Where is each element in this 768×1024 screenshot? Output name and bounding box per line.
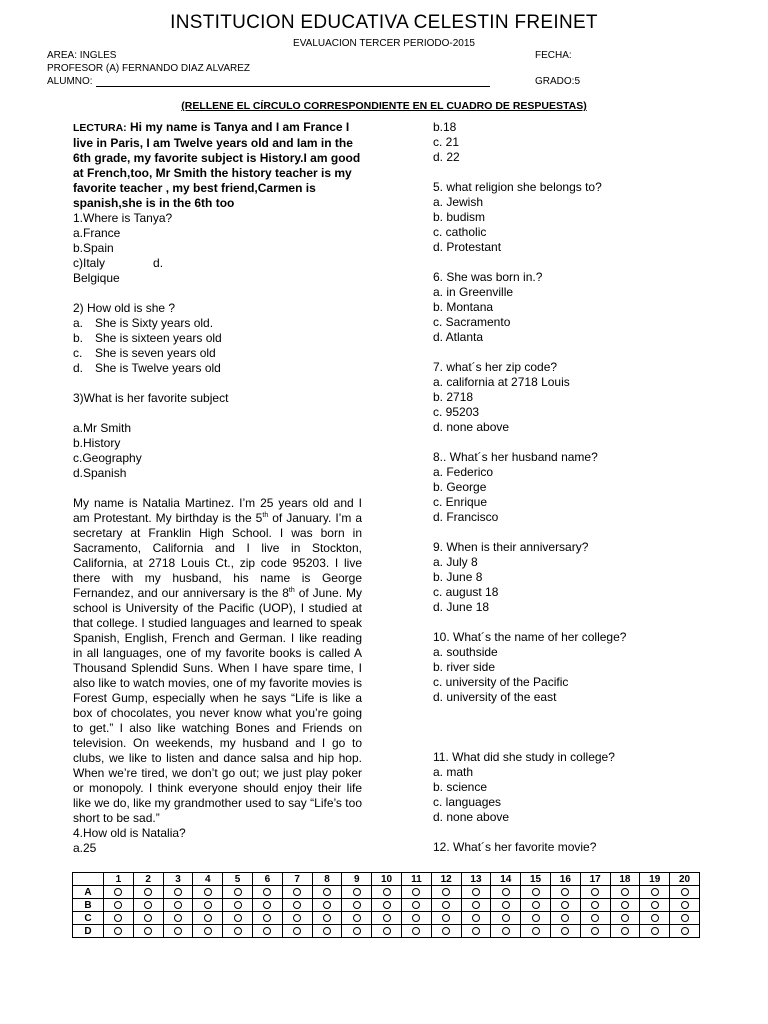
answer-cell-1-B[interactable] <box>104 899 134 912</box>
q3-option-a: a.Mr Smith <box>73 421 132 435</box>
reading-label: LECTURA: <box>73 122 127 134</box>
answer-bubble[interactable] <box>234 914 242 922</box>
answer-bubble[interactable] <box>591 901 599 909</box>
answer-bubble[interactable] <box>144 901 152 909</box>
answer-cell-6-C[interactable] <box>252 912 282 925</box>
answer-bubble[interactable] <box>234 901 242 909</box>
answer-bubble[interactable] <box>383 888 391 896</box>
answer-cell-10-D[interactable] <box>372 925 402 938</box>
answer-bubble[interactable] <box>174 888 182 896</box>
answer-bubble[interactable] <box>442 914 450 922</box>
q3-option-d: d.Spanish <box>73 466 127 480</box>
q4-question: 4.How old is Natalia? <box>73 826 186 840</box>
answer-bubble[interactable] <box>442 927 450 935</box>
answer-bubble[interactable] <box>681 888 689 896</box>
q9-option-b: b. June 8 <box>433 570 483 584</box>
answer-grid-col-9: 9 <box>342 873 372 886</box>
answer-bubble[interactable] <box>234 927 242 935</box>
answer-cell-12-C[interactable] <box>431 912 461 925</box>
q3-option-c: c.Geography <box>73 451 142 465</box>
answer-bubble[interactable] <box>114 914 122 922</box>
answer-cell-2-C[interactable] <box>133 912 163 925</box>
answer-cell-20-A[interactable] <box>670 886 700 899</box>
answer-bubble[interactable] <box>204 901 212 909</box>
answer-cell-13-A[interactable] <box>461 886 491 899</box>
q9-option-d: d. June 18 <box>433 600 490 614</box>
answer-cell-9-B[interactable] <box>342 899 372 912</box>
answer-cell-8-D[interactable] <box>312 925 342 938</box>
answer-grid-row-A <box>73 886 700 899</box>
answer-grid-row-B <box>73 899 700 912</box>
answer-bubble[interactable] <box>472 927 480 935</box>
answer-cell-3-A[interactable] <box>163 886 193 899</box>
answer-bubble[interactable] <box>502 927 510 935</box>
answer-bubble[interactable] <box>323 888 331 896</box>
answer-bubble[interactable] <box>472 901 480 909</box>
answer-bubble[interactable] <box>234 888 242 896</box>
answer-bubble[interactable] <box>323 914 331 922</box>
answer-bubble[interactable] <box>263 901 271 909</box>
answer-bubble[interactable] <box>293 914 301 922</box>
answer-bubble[interactable] <box>114 888 122 896</box>
q4-option-a: a.25 <box>73 841 97 855</box>
answer-bubble[interactable] <box>532 927 540 935</box>
right-column <box>433 120 733 855</box>
answer-bubble[interactable] <box>621 914 629 922</box>
answer-bubble[interactable] <box>472 888 480 896</box>
answer-cell-17-C[interactable] <box>580 912 610 925</box>
answer-grid-row-label: C <box>73 912 104 925</box>
answer-bubble[interactable] <box>472 914 480 922</box>
answer-cell-1-C[interactable] <box>104 912 134 925</box>
answer-cell-10-A[interactable] <box>372 886 402 899</box>
q7-option-a: a. california at 2718 Louis <box>433 375 570 389</box>
answer-cell-5-B[interactable] <box>223 899 253 912</box>
answer-bubble[interactable] <box>204 927 212 935</box>
q4-option-c: c. 21 <box>433 135 460 149</box>
q1-option-a: a.France <box>73 226 121 240</box>
q6-option-b: b. Montana <box>433 300 494 314</box>
answer-cell-17-B[interactable] <box>580 899 610 912</box>
answer-grid-header <box>73 873 700 886</box>
q7-question: 7. what´s her zip code? <box>433 360 558 374</box>
q5-option-b: b. budism <box>433 210 486 224</box>
answer-cell-2-A[interactable] <box>133 886 163 899</box>
answer-cell-7-A[interactable] <box>282 886 312 899</box>
answer-cell-4-C[interactable] <box>193 912 223 925</box>
q2-option-d: d. She is Twelve years old <box>73 361 221 375</box>
answer-bubble[interactable] <box>174 927 182 935</box>
answer-bubble[interactable] <box>412 901 420 909</box>
answer-cell-3-D[interactable] <box>163 925 193 938</box>
q5-option-d: d. Protestant <box>433 240 502 254</box>
q10-option-a: a. southside <box>433 645 498 659</box>
answer-cell-17-D[interactable] <box>580 925 610 938</box>
answer-grid-col-8: 8 <box>312 873 342 886</box>
answer-cell-8-A[interactable] <box>312 886 342 899</box>
answer-grid-col-12: 12 <box>431 873 461 886</box>
q7-option-c: c. 95203 <box>433 405 480 419</box>
alumno-name-line[interactable] <box>96 86 490 87</box>
q8-option-c: c. Enrique <box>433 495 488 509</box>
answer-bubble[interactable] <box>263 888 271 896</box>
answer-bubble[interactable] <box>502 914 510 922</box>
answer-cell-5-D[interactable] <box>223 925 253 938</box>
q10-option-c: c. university of the Pacific <box>433 675 569 689</box>
answer-bubble[interactable] <box>532 888 540 896</box>
answer-cell-16-D[interactable] <box>550 925 580 938</box>
answer-cell-8-B[interactable] <box>312 899 342 912</box>
answer-bubble[interactable] <box>561 927 569 935</box>
answer-cell-1-D[interactable] <box>104 925 134 938</box>
q6-option-c: c. Sacramento <box>433 315 511 329</box>
answer-cell-11-C[interactable] <box>401 912 431 925</box>
answer-bubble[interactable] <box>144 927 152 935</box>
answer-bubble[interactable] <box>293 888 301 896</box>
answer-bubble[interactable] <box>323 901 331 909</box>
answer-bubble[interactable] <box>383 901 391 909</box>
answer-grid-col-2: 2 <box>133 873 163 886</box>
answer-grid-col-5: 5 <box>223 873 253 886</box>
answer-cell-15-B[interactable] <box>521 899 551 912</box>
answer-grid-corner <box>73 873 104 886</box>
answer-bubble[interactable] <box>204 914 212 922</box>
answer-grid <box>72 872 700 938</box>
answer-bubble[interactable] <box>263 914 271 922</box>
answer-bubble[interactable] <box>353 888 361 896</box>
q1-option-c: c)Italy d. <box>73 256 164 270</box>
answer-grid-col-19: 19 <box>640 873 670 886</box>
answer-bubble[interactable] <box>561 914 569 922</box>
answer-cell-14-C[interactable] <box>491 912 521 925</box>
answer-cell-3-B[interactable] <box>163 899 193 912</box>
q2-question: 2) How old is she ? <box>73 301 176 315</box>
answer-cell-14-D[interactable] <box>491 925 521 938</box>
answer-bubble[interactable] <box>442 901 450 909</box>
answer-cell-12-A[interactable] <box>431 886 461 899</box>
answer-bubble[interactable] <box>114 901 122 909</box>
answer-cell-6-D[interactable] <box>252 925 282 938</box>
answer-grid-col-11: 11 <box>401 873 431 886</box>
answer-grid-col-1: 1 <box>104 873 134 886</box>
q6-option-a: a. in Greenville <box>433 285 514 299</box>
answer-bubble[interactable] <box>621 888 629 896</box>
q8-option-a: a. Federico <box>433 465 494 479</box>
answer-cell-9-C[interactable] <box>342 912 372 925</box>
answer-bubble[interactable] <box>412 888 420 896</box>
answer-bubble[interactable] <box>293 927 301 935</box>
answer-bubble[interactable] <box>502 888 510 896</box>
answer-bubble[interactable] <box>651 888 659 896</box>
answer-cell-14-A[interactable] <box>491 886 521 899</box>
answer-grid-col-13: 13 <box>461 873 491 886</box>
q9-option-c: c. august 18 <box>433 585 499 599</box>
answer-cell-13-C[interactable] <box>461 912 491 925</box>
answer-cell-11-D[interactable] <box>401 925 431 938</box>
answer-cell-19-C[interactable] <box>640 912 670 925</box>
answer-bubble[interactable] <box>174 901 182 909</box>
profesor-label: PROFESOR (A) FERNANDO DIAZ ALVAREZ <box>47 63 250 74</box>
answer-cell-6-B[interactable] <box>252 899 282 912</box>
q5-question: 5. what religion she belongs to? <box>433 180 602 194</box>
instructions: (RELLENE EL CÍRCULO CORRESPONDIENTE EN EL CUADRO DE RESPUESTAS) <box>181 100 587 112</box>
answer-cell-8-C[interactable] <box>312 912 342 925</box>
answer-bubble[interactable] <box>591 927 599 935</box>
q3-question: 3)What is her favorite subject <box>73 391 229 405</box>
answer-bubble[interactable] <box>353 901 361 909</box>
answer-bubble[interactable] <box>621 901 629 909</box>
answer-bubble[interactable] <box>114 927 122 935</box>
q7-option-d: d. none above <box>433 420 510 434</box>
answer-cell-7-B[interactable] <box>282 899 312 912</box>
answer-bubble[interactable] <box>561 901 569 909</box>
answer-cell-3-C[interactable] <box>163 912 193 925</box>
answer-cell-1-A[interactable] <box>104 886 134 899</box>
q2-option-c: c. She is seven years old <box>73 346 216 360</box>
answer-bubble[interactable] <box>681 927 689 935</box>
reading-1 <box>73 120 362 211</box>
answer-cell-20-B[interactable] <box>670 899 700 912</box>
q11-option-d: d. none above <box>433 810 510 824</box>
answer-cell-4-A[interactable] <box>193 886 223 899</box>
q1-option-b: b.Spain <box>73 241 114 255</box>
reading-2: My name is Natalia Martinez. I’m 25 years old and I am Protestant. My birthday is the 5th of January. I’m a secretary at Franklin High School. I was born in Sacramento, California and I live in Stockton, California, at 2718 Louis Ct., zip code 95203. I live there with my husband, his name is George Fernandez, and our anniversary is the 8th of June. My school is University of the Pacific (UOP), I studied at that college. I studied languages and learned to speak Spanish, English, French and German. I like reading in all languages, one of my favorite books is called A Thousand Splendid Suns. When I have spare time, I also like to watch movies, one of my favorite movies is Forest Gump, especially when he says “Life is like a box of chocolates, you never know what you’re going to get.” I also like watching Bones and Friends on television. On weekends, my husband and I go to clubs, we like to listen and dance salsa and hip hop. When we’re tired, we don’t go out; we just play poker or monopoly. I think everyone should enjoy their life like we do, like my grandmother used to say “Life’s too short to be sad.” <box>73 496 362 825</box>
q1-option-d: Belgique <box>73 271 120 285</box>
answer-grid-row-label: B <box>73 899 104 912</box>
answer-bubble[interactable] <box>681 914 689 922</box>
answer-grid-col-18: 18 <box>610 873 640 886</box>
q2-option-a: a. She is Sixty years old. <box>73 316 214 330</box>
q11-option-a: a. math <box>433 765 474 779</box>
answer-cell-19-A[interactable] <box>640 886 670 899</box>
document-subtitle: EVALUACION TERCER PERIODO-2015 <box>293 38 475 49</box>
answer-cell-4-D[interactable] <box>193 925 223 938</box>
answer-grid-col-17: 17 <box>580 873 610 886</box>
answer-grid-row-label: A <box>73 886 104 899</box>
q10-option-b: b. river side <box>433 660 496 674</box>
answer-cell-20-C[interactable] <box>670 912 700 925</box>
answer-bubble[interactable] <box>383 927 391 935</box>
q2-option-b: b. She is sixteen years old <box>73 331 222 345</box>
answer-bubble[interactable] <box>651 914 659 922</box>
answer-cell-16-C[interactable] <box>550 912 580 925</box>
answer-cell-14-B[interactable] <box>491 899 521 912</box>
answer-bubble[interactable] <box>591 914 599 922</box>
answer-grid-col-20: 20 <box>670 873 700 886</box>
answer-bubble[interactable] <box>323 927 331 935</box>
answer-grid-col-15: 15 <box>521 873 551 886</box>
answer-cell-12-D[interactable] <box>431 925 461 938</box>
answer-cell-6-A[interactable] <box>252 886 282 899</box>
answer-grid-row-label: D <box>73 925 104 938</box>
reading-1-text: Hi my name is Tanya and I am France I live in Paris, I am Twelve years old and Iam in the 6th grade, my favorite subject is History.I am good at French,too, Mr Smith the history teacher is my favorite teacher , my best friend,Carmen is spanish,she is in the 6th too <box>73 120 361 210</box>
answer-bubble[interactable] <box>561 888 569 896</box>
answer-grid-row-C <box>73 912 700 925</box>
q4-option-d: d. 22 <box>433 150 460 164</box>
answer-cell-10-C[interactable] <box>372 912 402 925</box>
document-title: INSTITUCION EDUCATIVA CELESTIN FREINET <box>170 12 598 33</box>
answer-cell-18-C[interactable] <box>610 912 640 925</box>
answer-cell-17-A[interactable] <box>580 886 610 899</box>
answer-cell-15-C[interactable] <box>521 912 551 925</box>
left-column <box>73 120 362 856</box>
grado-label: GRADO:5 <box>535 76 581 87</box>
answer-cell-19-B[interactable] <box>640 899 670 912</box>
q8-question: 8.. What´s her husband name? <box>433 450 598 464</box>
answer-bubble[interactable] <box>204 888 212 896</box>
answer-cell-18-A[interactable] <box>610 886 640 899</box>
answer-cell-5-A[interactable] <box>223 886 253 899</box>
q10-option-d: d. university of the east <box>433 690 557 704</box>
q8-option-d: d. Francisco <box>433 510 499 524</box>
answer-grid-col-10: 10 <box>372 873 402 886</box>
q11-question: 11. What did she study in college? <box>433 750 615 764</box>
q9-option-a: a. July 8 <box>433 555 478 569</box>
answer-cell-18-B[interactable] <box>610 899 640 912</box>
q9-question: 9. When is their anniversary? <box>433 540 589 554</box>
answer-bubble[interactable] <box>383 914 391 922</box>
answer-bubble[interactable] <box>591 888 599 896</box>
answer-cell-9-A[interactable] <box>342 886 372 899</box>
answer-bubble[interactable] <box>651 901 659 909</box>
answer-bubble[interactable] <box>681 901 689 909</box>
q4-option-b: b.18 <box>433 120 457 134</box>
q5-option-a: a. Jewish <box>433 195 484 209</box>
answer-bubble[interactable] <box>442 888 450 896</box>
q6-option-d: d. Atlanta <box>433 330 484 344</box>
answer-cell-19-D[interactable] <box>640 925 670 938</box>
answer-grid-col-4: 4 <box>193 873 223 886</box>
answer-cell-7-D[interactable] <box>282 925 312 938</box>
answer-cell-7-C[interactable] <box>282 912 312 925</box>
answer-grid-row-D <box>73 925 700 938</box>
answer-bubble[interactable] <box>144 888 152 896</box>
answer-cell-16-B[interactable] <box>550 899 580 912</box>
area-label: AREA: INGLES <box>47 50 117 61</box>
answer-bubble[interactable] <box>263 927 271 935</box>
answer-bubble[interactable] <box>412 914 420 922</box>
answer-bubble[interactable] <box>353 914 361 922</box>
answer-bubble[interactable] <box>293 901 301 909</box>
q12-question: 12. What´s her favorite movie? <box>433 840 597 854</box>
q10-question: 10. What´s the name of her college? <box>433 630 627 644</box>
answer-bubble[interactable] <box>532 901 540 909</box>
answer-cell-11-A[interactable] <box>401 886 431 899</box>
q3-option-b: b.History <box>73 436 121 450</box>
answer-bubble[interactable] <box>353 927 361 935</box>
answer-bubble[interactable] <box>174 914 182 922</box>
q1-question: 1.Where is Tanya? <box>73 211 173 225</box>
answer-cell-13-B[interactable] <box>461 899 491 912</box>
answer-cell-2-D[interactable] <box>133 925 163 938</box>
q6-question: 6. She was born in.? <box>433 270 543 284</box>
answer-cell-16-A[interactable] <box>550 886 580 899</box>
q5-option-c: c. catholic <box>433 225 487 239</box>
answer-bubble[interactable] <box>144 914 152 922</box>
answer-bubble[interactable] <box>651 927 659 935</box>
answer-grid-col-16: 16 <box>550 873 580 886</box>
q11-option-b: b. science <box>433 780 488 794</box>
answer-cell-9-D[interactable] <box>342 925 372 938</box>
answer-bubble[interactable] <box>532 914 540 922</box>
answer-grid-col-3: 3 <box>163 873 193 886</box>
answer-cell-13-D[interactable] <box>461 925 491 938</box>
answer-cell-18-D[interactable] <box>610 925 640 938</box>
answer-cell-4-B[interactable] <box>193 899 223 912</box>
answer-bubble[interactable] <box>412 927 420 935</box>
answer-cell-10-B[interactable] <box>372 899 402 912</box>
answer-cell-15-D[interactable] <box>521 925 551 938</box>
answer-cell-12-B[interactable] <box>431 899 461 912</box>
answer-cell-11-B[interactable] <box>401 899 431 912</box>
answer-bubble[interactable] <box>502 901 510 909</box>
alumno-label: ALUMNO: <box>47 76 93 87</box>
q7-option-b: b. 2718 <box>433 390 474 404</box>
answer-bubble[interactable] <box>621 927 629 935</box>
answer-cell-5-C[interactable] <box>223 912 253 925</box>
answer-grid-col-14: 14 <box>491 873 521 886</box>
answer-cell-20-D[interactable] <box>670 925 700 938</box>
answer-grid-col-6: 6 <box>252 873 282 886</box>
fecha-label: FECHA: <box>535 50 572 61</box>
answer-cell-2-B[interactable] <box>133 899 163 912</box>
q11-option-c: c. languages <box>433 795 502 809</box>
q8-option-b: b. George <box>433 480 487 494</box>
answer-cell-15-A[interactable] <box>521 886 551 899</box>
answer-grid-col-7: 7 <box>282 873 312 886</box>
